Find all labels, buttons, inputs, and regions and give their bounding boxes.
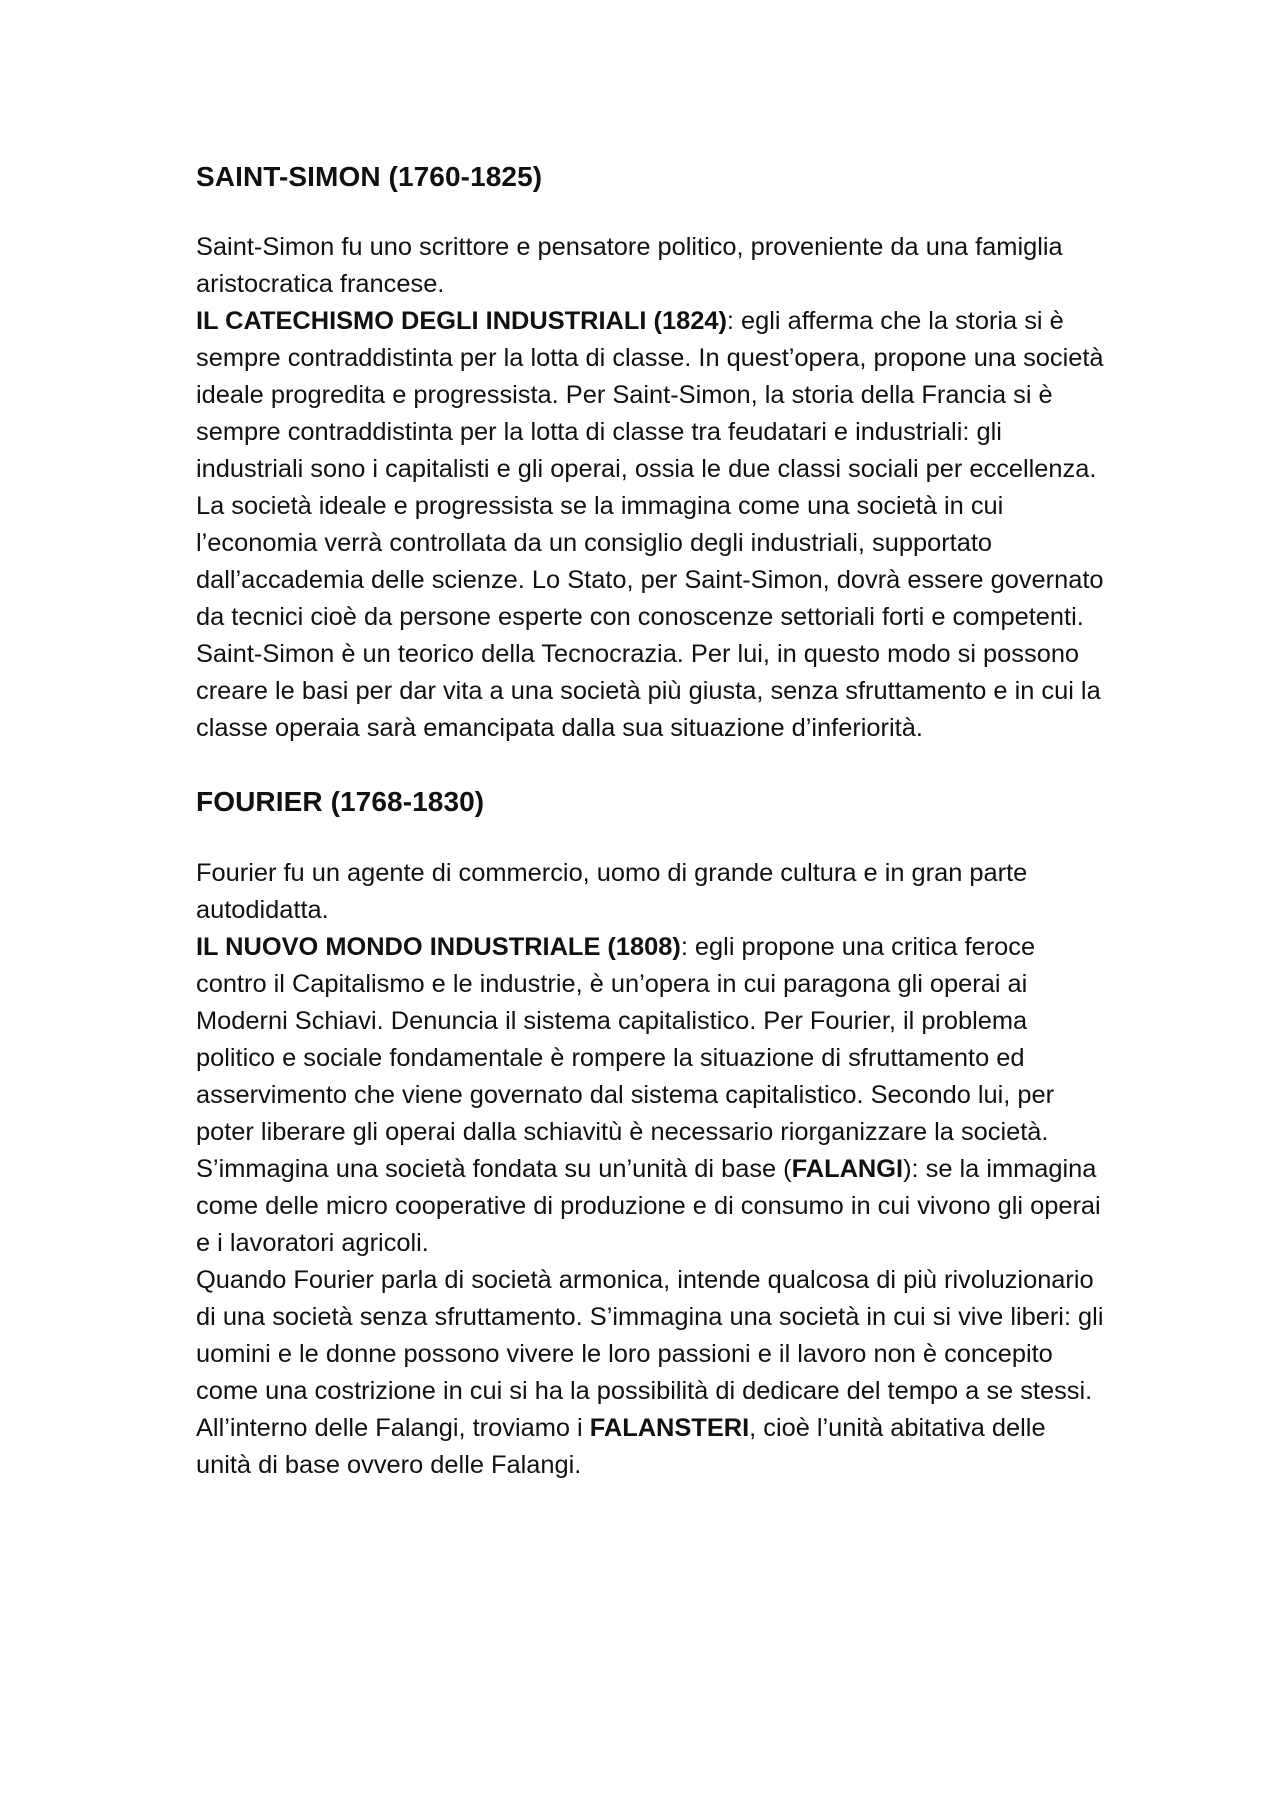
document-page bbox=[196, 157, 1106, 1484]
fourier-work-title: IL NUOVO MONDO INDUSTRIALE (1808) bbox=[196, 933, 681, 961]
fourier-intro: Fourier fu un agente di commercio, uomo di grande cultura e in gran parte autodidatta. bbox=[196, 859, 1028, 924]
fourier-closing-text-2: , cioè l’unità abitativa delle unità di base ovvero delle Falangi. bbox=[196, 1414, 1046, 1479]
fourier-work-text-1: : egli propone una critica feroce contro il Capitalismo e le industrie, è un’opera in cui paragona gli operai ai Moderni Schiavi. Denuncia il sistema capitalistico. Per Fourier, il problema politico e sociale fondamentale è rompere la situazione di sfruttamento ed asservimento che viene governato dal sistema capitalistico. Secondo lui, per poter liberare gli operai dalla schiavitù è necessario riorganizzare la società. S’immagina una società fondata su un’unità di base ( bbox=[196, 933, 1055, 1183]
fourier-work-paragraph bbox=[196, 929, 1106, 1262]
fourier-work-text-2: ): se la immagina come delle micro cooperative di produzione e di consumo in cui vivono gli operai e i lavoratori agricoli. bbox=[196, 1155, 1101, 1257]
falangi-term: FALANGI bbox=[791, 1155, 904, 1183]
section-title-fourier: FOURIER (1768-1830) bbox=[196, 786, 485, 817]
falansteri-term: FALANSTERI bbox=[589, 1414, 750, 1442]
saint-simon-work-paragraph bbox=[196, 303, 1106, 636]
saint-simon-work-text: : egli afferma che la storia si è sempre contraddistinta per la lotta di classe. In quest’opera, propone una società ideale progredita e progressista. Per Saint-Simon, la storia della Francia si è sempre contraddistinta per la lotta di classe tra feudatari e industriali: gli industriali sono i capitalisti e gli operai, ossia le due classi sociali per eccellenza. La società ideale e progressista se la immagina come una società in cui l’economia verrà controllata da un consiglio degli industriali, supportato dall’accademia delle scienze. Lo Stato, per Saint-Simon, dovrà essere governato da tecnici cioè da persone esperte con conoscenze settoriali forti e competenti. bbox=[196, 307, 1104, 631]
fourier-closing-text-1: Quando Fourier parla di società armonica, intende qualcosa di più rivoluzionario di una società senza sfruttamento. S’immagina una società in cui si vive liberi: gli uomini e le donne possono vivere le loro passioni e il lavoro non è concepito come una costrizione in cui si ha la possibilità di dedicare del tempo a se stessi. All’interno delle Falangi, troviamo i bbox=[196, 1266, 1104, 1442]
fourier-closing-paragraph bbox=[196, 1262, 1106, 1484]
saint-simon-intro: Saint-Simon fu uno scrittore e pensatore politico, proveniente da una famiglia aristocratica francese. bbox=[196, 233, 1063, 298]
section-title-saint-simon: SAINT-SIMON (1760-1825) bbox=[196, 161, 543, 192]
saint-simon-closing: Saint-Simon è un teorico della Tecnocrazia. Per lui, in questo modo si possono creare le basi per dar vita a una società più giusta, senza sfruttamento e in cui la classe operaia sarà emancipata dalla sua situazione d’inferiorità. bbox=[196, 640, 1101, 742]
saint-simon-work-title: IL CATECHISMO DEGLI INDUSTRIALI (1824) bbox=[196, 307, 727, 335]
